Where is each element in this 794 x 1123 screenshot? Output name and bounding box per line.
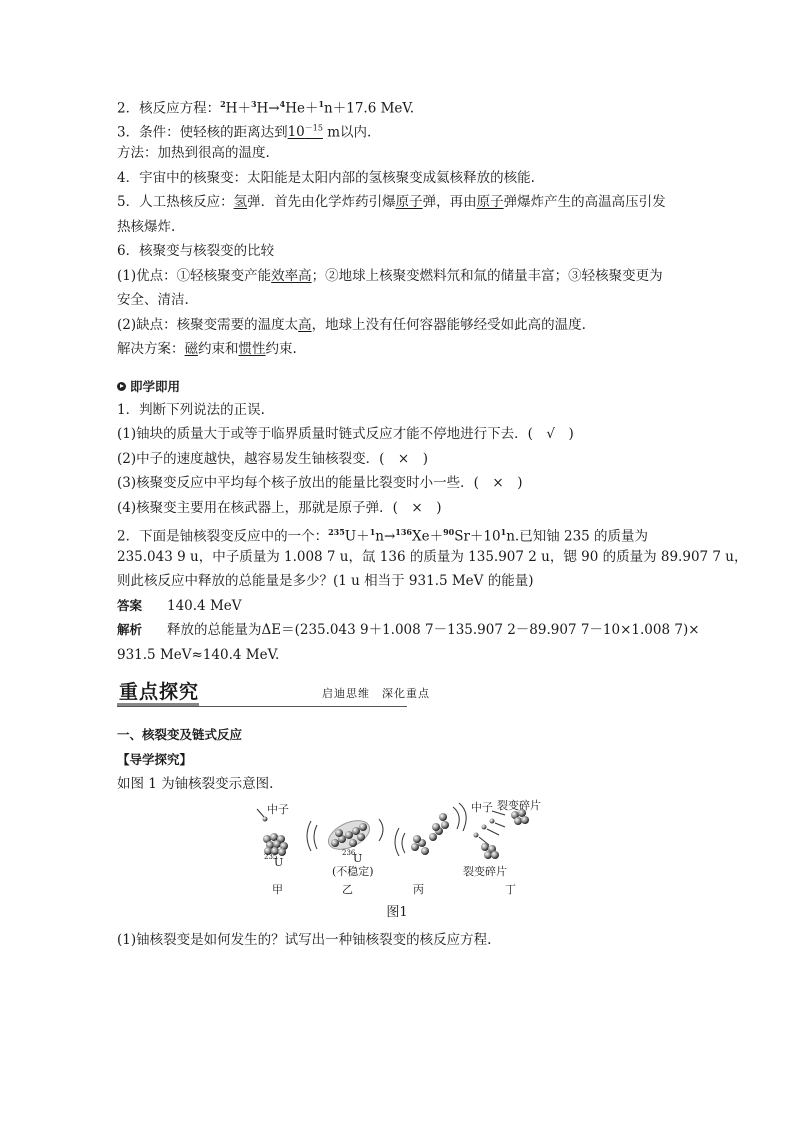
thermonuclear-line-2: 热核爆炸. (117, 218, 176, 235)
practice-q1-3: (3)核聚变反应中平均每个核子放出的能量比裂变时小一些．( × ) (117, 475, 523, 491)
part1-question-1: (1)铀核裂变是如何发生的？试写出一种铀核裂变的核反应方程. (117, 931, 492, 948)
solution-line: 解决方案：磁约束和惯性约束. (117, 341, 297, 357)
neutron-arrow-icon (257, 809, 268, 822)
figure-caption: 图1 (386, 904, 408, 920)
practice-q2-l3: 则此核反应中释放的总能量是多少？(1 u 相当于 931.5 MeV 的能量) (117, 573, 534, 589)
fission-diagram (117, 801, 677, 901)
figure-intro: 如图 1 为铀核裂变示意图. (117, 776, 274, 792)
thermonuclear-line: 5．人工热核反应：氢弹．首先由化学炸药引爆原子弹，再由原子弹爆炸产生的高温高压引发 (117, 194, 666, 210)
fusion-equation-line: 2．核反应方程：$^2$H＋$^3$H→$^4$He＋$^1$n＋17.6 MeV. (117, 99, 415, 117)
practice-q1: 1．判断下列说法的正误. (117, 401, 265, 418)
condition-line: 3．条件：使轻核的距离达到$10^{-15}$ m以内. (117, 123, 372, 140)
practice-tag: 即学即用 (117, 376, 687, 398)
fission-figure: 中子 235 U 236 U (不稳定) 中子 裂变碎片 裂变碎片 甲 乙 丙 丁 (117, 801, 677, 901)
fission-fragments-icon (474, 809, 530, 859)
section-title: 重点探究 (119, 681, 200, 703)
practice-q2-l2: 235.043 9 u，中子质量为 1.008 7 u，氙 136 的质量为 135.907 2 u，锶 90 的质量为 89.907 7 u， (117, 548, 748, 565)
answer-line: 答案 140.4 MeV (117, 597, 242, 614)
advantages-line-2: 安全、清洁. (117, 292, 189, 308)
distance-value: $10^{-15}$ (287, 123, 323, 140)
practice-q1-1: (1)铀块的质量大于或等于临界质量时链式反应才能不停地进行下去．( √ ) (117, 426, 574, 442)
disadvantages-line: (2)缺点：核聚变需要的温度太高，地球上没有任何容器能够经受如此高的温度. (117, 316, 586, 333)
page-content (117, 92, 748, 952)
comparison-heading: 6．核聚变与核裂变的比较 (117, 243, 275, 259)
section-subtitle: 启迪思维 深化重点 (322, 687, 430, 700)
guide-heading: 【导学探究】 (117, 751, 193, 767)
splitting-nucleus-icon (395, 803, 466, 856)
analysis-line: 解析 释放的总能量为ΔE＝(235.043 9＋1.008 7－135.907 2－89.907 7－10×1.008 7)× (117, 622, 700, 638)
play-circle-icon (117, 382, 126, 391)
method-line: 方法：加热到很高的温度. (117, 145, 270, 161)
cosmic-fusion-line: 4．宇宙中的核聚变：太阳能是太阳内部的氢核聚变成氦核释放的核能. (117, 169, 535, 186)
advantages-line: (1)优点：①轻核聚变产能效率高；②地球上核聚变燃料氘和氚的储量丰富；③轻核聚变更为 (117, 267, 663, 284)
practice-q1-4: (4)核聚变主要用在核武器上，那就是原子弹．( × ) (117, 499, 442, 516)
part1-heading: 一、核裂变及链式反应 (117, 727, 243, 742)
analysis-line-2: 931.5 MeV≈140.4 MeV. (117, 646, 280, 663)
section-banner (117, 677, 687, 711)
practice-q1-2: (2)中子的速度越快，越容易发生铀核裂变．( × ) (117, 450, 428, 467)
practice-q2: 2．下面是铀核裂变反应中的一个：$^{235}U+^1n\to^{136}Xe+^{90}Sr+10^1n$.已知铀 235 的质量为 (117, 527, 649, 545)
